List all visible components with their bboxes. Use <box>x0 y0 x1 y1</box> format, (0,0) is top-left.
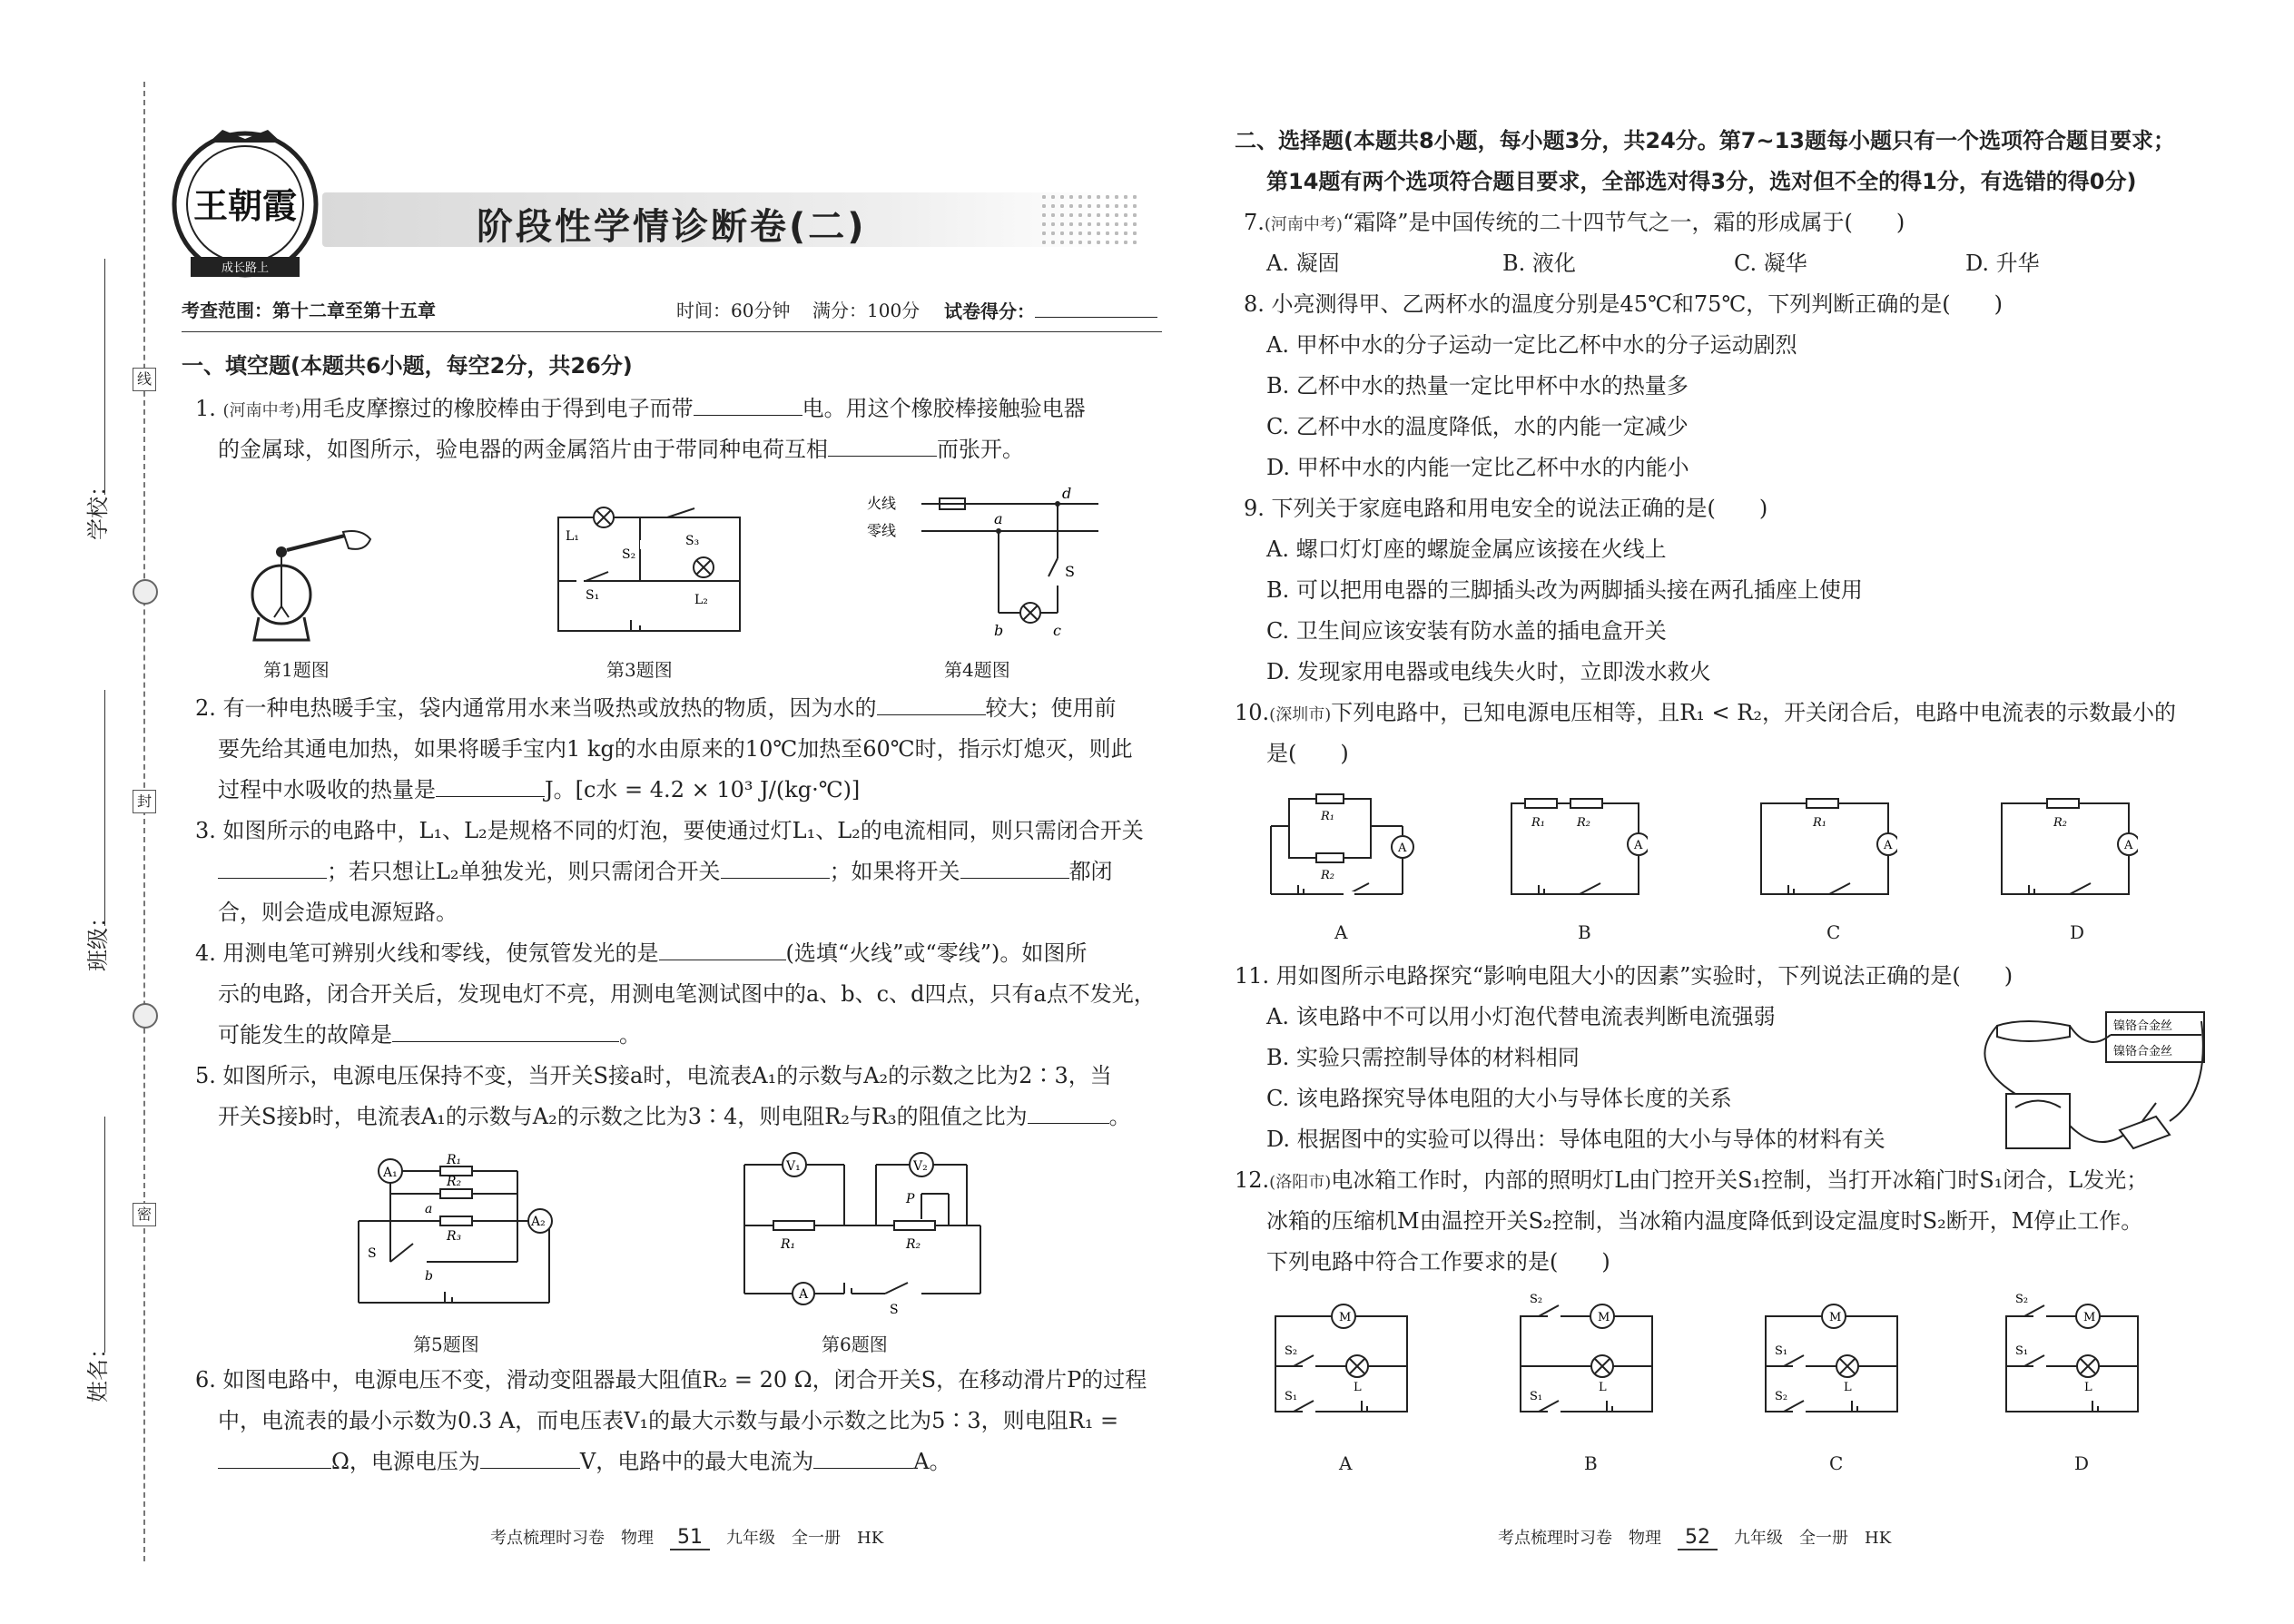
q11-option-c[interactable]: C. 该电路探究导体电阻的大小与导体长度的关系 <box>1266 1086 1732 1111</box>
svg-text:S: S <box>890 1303 899 1316</box>
q12-stem-3: 下列电路中符合工作要求的是( ) <box>1266 1249 1610 1275</box>
part2-heading-2: 第14题有两个选项符合题目要求，全部选对得3分，选对但不全的得1分，有选错的得0分) <box>1266 169 2137 194</box>
q12-stem-1: 12.(洛阳市)电冰箱工作时，内部的照明灯L由门控开关S₁控制，当打开冰箱门时S₁闭合，L发光； <box>1235 1167 2149 1193</box>
svg-text:S₁: S₁ <box>1775 1344 1788 1358</box>
seal-mark-close: 密 <box>133 1203 156 1226</box>
class-label: 班级： <box>85 906 111 971</box>
q4-line2: 示的电路，闭合开关后，发现电灯不亮，用测电笔测试图中的a、b、c、d四点，只有a点不发光， <box>218 981 1156 1007</box>
q6-blank3[interactable] <box>813 1448 913 1469</box>
q4-line1: 4. 用测电笔可辨别火线和零线，使氖管发光的是 (选填“火线”或“零线”)。如图所 <box>195 940 1088 966</box>
fig4-caption: 第4题图 <box>944 659 1010 681</box>
score-field[interactable] <box>1035 297 1157 318</box>
q11-option-a[interactable]: A. 该电路中不可以用小灯泡代替电流表判断电流强弱 <box>1266 1004 1776 1029</box>
binding-ornament-icon <box>133 579 158 605</box>
svg-text:火线: 火线 <box>867 495 897 512</box>
fig5-caption: 第5题图 <box>413 1334 479 1355</box>
exam-time: 时间：60分钟 <box>676 300 791 321</box>
q7-option-d[interactable]: D. 升华 <box>1965 251 2040 276</box>
q6-line1: 6. 如图电路中，电源电压不变，滑动变阻器最大阻值R₂ = 20 Ω，闭合开关S，在移动滑片P的过程 <box>195 1367 1147 1393</box>
q10-circuit-d[interactable] <box>1993 790 2138 903</box>
svg-text:S₂: S₂ <box>1285 1344 1298 1358</box>
q6-blank1[interactable] <box>218 1448 331 1469</box>
svg-text:a: a <box>994 510 1003 527</box>
name-line-school <box>104 259 105 495</box>
q1-blank1[interactable] <box>694 395 802 416</box>
svg-text:S₁: S₁ <box>586 588 600 603</box>
svg-text:b: b <box>425 1269 433 1284</box>
svg-text:M: M <box>1829 1311 1842 1324</box>
q4-line3: 可能发生的故障是 。 <box>218 1022 641 1048</box>
svg-text:L: L <box>1599 1381 1607 1394</box>
svg-text:S₂: S₂ <box>622 547 636 562</box>
q8-option-a[interactable]: A. 甲杯中水的分子运动一定比乙杯中水的分子运动剧烈 <box>1266 332 1797 358</box>
q12-label-b: B <box>1584 1452 1598 1474</box>
q3-line3: 合，则会造成电源短路。 <box>218 900 458 925</box>
name-line-name <box>104 1117 105 1353</box>
q3-line1: 3. 如图所示的电路中，L₁、L₂是规格不同的灯泡，要使通过灯L₁、L₂的电流相同，则只需闭合开关 <box>195 818 1144 843</box>
svg-text:S₁: S₁ <box>1530 1390 1543 1403</box>
q11-apparatus <box>1970 1008 2206 1162</box>
q12-circuit-d[interactable] <box>1997 1284 2151 1421</box>
q12-label-c: C <box>1829 1452 1844 1474</box>
name-line-class <box>104 690 105 926</box>
svg-text:c: c <box>1053 622 1061 639</box>
q2-line3: 过程中水吸收的热量是 J。[c水 = 4.2 × 10³ J/(kg·℃)] <box>218 777 861 802</box>
svg-text:R₂: R₂ <box>2053 816 2067 830</box>
q12-stem-2: 冰箱的压缩机M由温控开关S₂控制，当冰箱内温度降低到设定温度时S₂断开，M停止工作。 <box>1266 1208 2143 1234</box>
school-label: 学校： <box>85 475 111 540</box>
q5-line2: 开关S接b时，电流表A₁的示数与A₂的示数之比为3∶4，则电阻R₂与R₃的阻值之比为 。 <box>218 1104 1131 1129</box>
svg-text:S₁: S₁ <box>1285 1390 1298 1403</box>
svg-text:S₂: S₂ <box>1775 1390 1788 1403</box>
q6-line3: Ω，电源电压为 V，电路中的最大电流为 A。 <box>218 1448 951 1475</box>
svg-text:R₃: R₃ <box>447 1229 462 1244</box>
svg-text:R₂: R₂ <box>447 1175 462 1189</box>
part2-heading-1: 二、选择题(本题共8小题，每小题3分，共24分。第7~13题每小题只有一个选项符合题目要求； <box>1235 128 2175 153</box>
svg-text:P: P <box>906 1192 915 1206</box>
svg-text:b: b <box>994 622 1004 639</box>
q11-option-d[interactable]: D. 根据图中的实验可以得出：导体电阻的大小与导体的材料有关 <box>1266 1127 1885 1152</box>
svg-text:d: d <box>1062 486 1072 502</box>
q2-line2: 要先给其通电加热，如果将暖手宝内1 kg的水由原来的10℃加热至60℃时，指示灯熄灭，则此 <box>218 736 1133 762</box>
q12-circuit-a[interactable] <box>1266 1298 1421 1421</box>
svg-text:R₁: R₁ <box>1531 816 1545 830</box>
q10-stem-2: 是( ) <box>1266 741 1349 766</box>
logo-brand: 王朝霞 <box>192 185 298 226</box>
q11-option-b[interactable]: B. 实验只需控制导体的材料相同 <box>1266 1045 1580 1070</box>
fig4-household-circuit <box>867 486 1103 640</box>
seal-mark-seal: 封 <box>133 790 156 813</box>
seal-mark-line: 线 <box>133 368 156 391</box>
q1-line2: 的金属球，如图所示，验电器的两金属箔片由于带同种电荷互相 而张开。 <box>218 437 1024 462</box>
svg-text:L₁: L₁ <box>566 529 579 544</box>
svg-text:A: A <box>1398 842 1407 855</box>
q4-blank2[interactable] <box>392 1021 619 1042</box>
svg-text:镍铬合金丝: 镍铬合金丝 <box>2113 1019 2173 1033</box>
q6-line2: 中，电流表的最小示数为0.3 A，而电压表V₁的最大示数与最小示数之比为5∶3，则电阻R₁ = <box>218 1408 1119 1433</box>
svg-text:A₁: A₁ <box>383 1166 398 1180</box>
svg-text:R₁: R₁ <box>781 1237 796 1252</box>
svg-text:S₃: S₃ <box>685 534 700 548</box>
svg-text:A₂: A₂ <box>531 1215 546 1229</box>
q9-stem: 9. 下列关于家庭电路和用电安全的说法正确的是( ) <box>1244 496 1768 521</box>
q10-circuit-c[interactable] <box>1752 790 1897 903</box>
q5-line1: 5. 如图所示，电源电压保持不变，当开关S接a时，电流表A₁的示数与A₂的示数之比为2∶3，当 <box>195 1063 1112 1088</box>
q7-stem: 7.(河南中考)“霜降”是中国传统的二十四节气之一，霜的形成属于( ) <box>1244 210 1905 235</box>
binding-dashed-line <box>143 82 145 1561</box>
q2-line1: 2. 有一种电热暖手宝，袋内通常用水来当吸热或放热的物质，因为水的 较大；使用前 <box>195 695 1117 721</box>
svg-text:A: A <box>799 1287 809 1302</box>
q3-blank1[interactable] <box>218 858 327 879</box>
svg-text:S: S <box>368 1246 377 1261</box>
page-number-right: 52 <box>1678 1526 1718 1550</box>
fig1-caption: 第1题图 <box>263 659 330 681</box>
exam-score-label: 试卷得分： <box>944 297 1157 325</box>
q6-blank2[interactable] <box>480 1448 580 1469</box>
q12-circuit-b[interactable] <box>1511 1284 1666 1421</box>
q3-blank3[interactable] <box>960 858 1069 879</box>
q8-option-b[interactable]: B. 乙杯中水的热量一定比甲杯中水的热量多 <box>1266 373 1689 399</box>
svg-text:S: S <box>1065 563 1075 580</box>
svg-text:L: L <box>1844 1381 1852 1394</box>
q10-circuit-a[interactable] <box>1262 785 1421 903</box>
fig5-circuit <box>345 1153 563 1312</box>
name-label: 姓名： <box>85 1337 111 1403</box>
logo-emblem <box>154 123 336 281</box>
q11-stem: 11. 用如图所示电路探究“影响电阻大小的因素”实验时，下列说法正确的是( ) <box>1235 963 2013 989</box>
q12-label-a: A <box>1339 1452 1353 1474</box>
q3-line2: ；若只想让L₂单独发光，则只需闭合开关 ；如果将开关 都闭 <box>218 858 1113 885</box>
footer-right: 考点梳理时习卷 物理 52 九年级 全一册 HK <box>1498 1526 1892 1549</box>
q3-blank2[interactable] <box>721 858 830 879</box>
fig3-circuit <box>549 504 749 645</box>
exam-scope: 考查范围：第十二章至第十五章 <box>182 300 436 321</box>
q12-label-d: D <box>2074 1452 2090 1474</box>
svg-text:M: M <box>1598 1311 1610 1324</box>
svg-text:M: M <box>1339 1311 1352 1324</box>
q9-option-a[interactable]: A. 螺口灯灯座的螺旋金属应该接在火线上 <box>1266 536 1667 562</box>
svg-text:A: A <box>2124 839 2133 852</box>
svg-text:a: a <box>425 1202 433 1216</box>
q8-stem: 8. 小亮测得甲、乙两杯水的温度分别是45℃和75℃，下列判断正确的是( ) <box>1244 291 2004 317</box>
svg-text:R₁: R₁ <box>1321 810 1334 823</box>
q4-blank1[interactable] <box>659 940 786 960</box>
header-rule <box>182 331 1162 332</box>
part1-heading: 一、填空题(本题共6小题，每空2分，共26分) <box>182 353 633 379</box>
q9-option-c[interactable]: C. 卫生间应该安装有防水盖的插电盒开关 <box>1266 618 1667 644</box>
fig3-caption: 第3题图 <box>606 659 673 681</box>
svg-text:V₁: V₁ <box>786 1159 801 1174</box>
q7-option-b[interactable]: B. 液化 <box>1502 251 1576 276</box>
q9-option-b[interactable]: B. 可以把用电器的三脚插头改为两脚插头接在两孔插座上使用 <box>1266 577 1863 603</box>
q8-option-d[interactable]: D. 甲杯中水的内能一定比乙杯中水的内能小 <box>1266 455 1689 480</box>
q10-label-b: B <box>1578 921 1591 943</box>
q2-blank1[interactable] <box>877 694 986 715</box>
svg-text:零线: 零线 <box>867 522 897 539</box>
svg-text:A: A <box>1884 839 1893 852</box>
svg-text:S₂: S₂ <box>1530 1293 1543 1306</box>
svg-text:S₁: S₁ <box>2015 1344 2029 1358</box>
svg-text:L₂: L₂ <box>694 593 708 607</box>
q12-circuit-c[interactable] <box>1757 1298 1911 1421</box>
svg-text:R₂: R₂ <box>906 1237 921 1252</box>
page-title: 阶段性学情诊断卷(二) <box>477 206 867 248</box>
svg-text:镍铬合金丝: 镍铬合金丝 <box>2113 1045 2173 1058</box>
svg-text:R₁: R₁ <box>447 1153 462 1167</box>
svg-text:V₂: V₂ <box>913 1159 928 1174</box>
svg-text:L: L <box>1354 1381 1362 1394</box>
q7-option-c[interactable]: C. 凝华 <box>1734 251 1807 276</box>
fig6-caption: 第6题图 <box>822 1334 888 1355</box>
title-banner-dots <box>1039 192 1139 247</box>
q10-label-a: A <box>1334 921 1348 943</box>
exam-full-score: 满分：100分 <box>812 300 921 321</box>
page-number-left: 51 <box>670 1526 710 1550</box>
q8-option-c[interactable]: C. 乙杯中水的温度降低，水的内能一定减少 <box>1266 414 1689 439</box>
svg-text:L: L <box>2084 1381 2092 1394</box>
fig6-circuit <box>726 1148 999 1316</box>
q5-blank[interactable] <box>1028 1103 1109 1124</box>
binding-ornament-icon <box>133 1003 158 1029</box>
q1-blank2[interactable] <box>828 436 937 457</box>
q10-label-c: C <box>1826 921 1841 943</box>
q9-option-d[interactable]: D. 发现家用电器或电线失火时，立即泼水救火 <box>1266 659 1711 684</box>
fig1-electroscope <box>227 527 390 645</box>
q7-option-a[interactable]: A. 凝固 <box>1266 251 1340 276</box>
svg-text:S₂: S₂ <box>2015 1293 2029 1306</box>
svg-text:A: A <box>1634 839 1643 852</box>
q2-blank2[interactable] <box>436 776 545 797</box>
q10-label-d: D <box>2070 921 2085 943</box>
q10-stem-1: 10.(深圳市)下列电路中，已知电源电压相等，且R₁ < R₂，开关闭合后，电路中电流表的示数最小的 <box>1235 700 2176 725</box>
svg-text:R₂: R₂ <box>1577 816 1590 830</box>
svg-text:R₂: R₂ <box>1321 869 1334 882</box>
svg-text:R₁: R₁ <box>1813 816 1826 830</box>
footer-left: 考点梳理时习卷 物理 51 九年级 全一册 HK <box>490 1526 884 1549</box>
svg-text:M: M <box>2083 1311 2096 1324</box>
q1-line1: 1. (河南中考)用毛皮摩擦过的橡胶棒由于得到电子而带 电。用这个橡胶棒接触验电器 <box>195 396 1086 421</box>
logo-motto: 成长路上 <box>221 261 270 275</box>
q10-circuit-b[interactable] <box>1502 790 1648 903</box>
